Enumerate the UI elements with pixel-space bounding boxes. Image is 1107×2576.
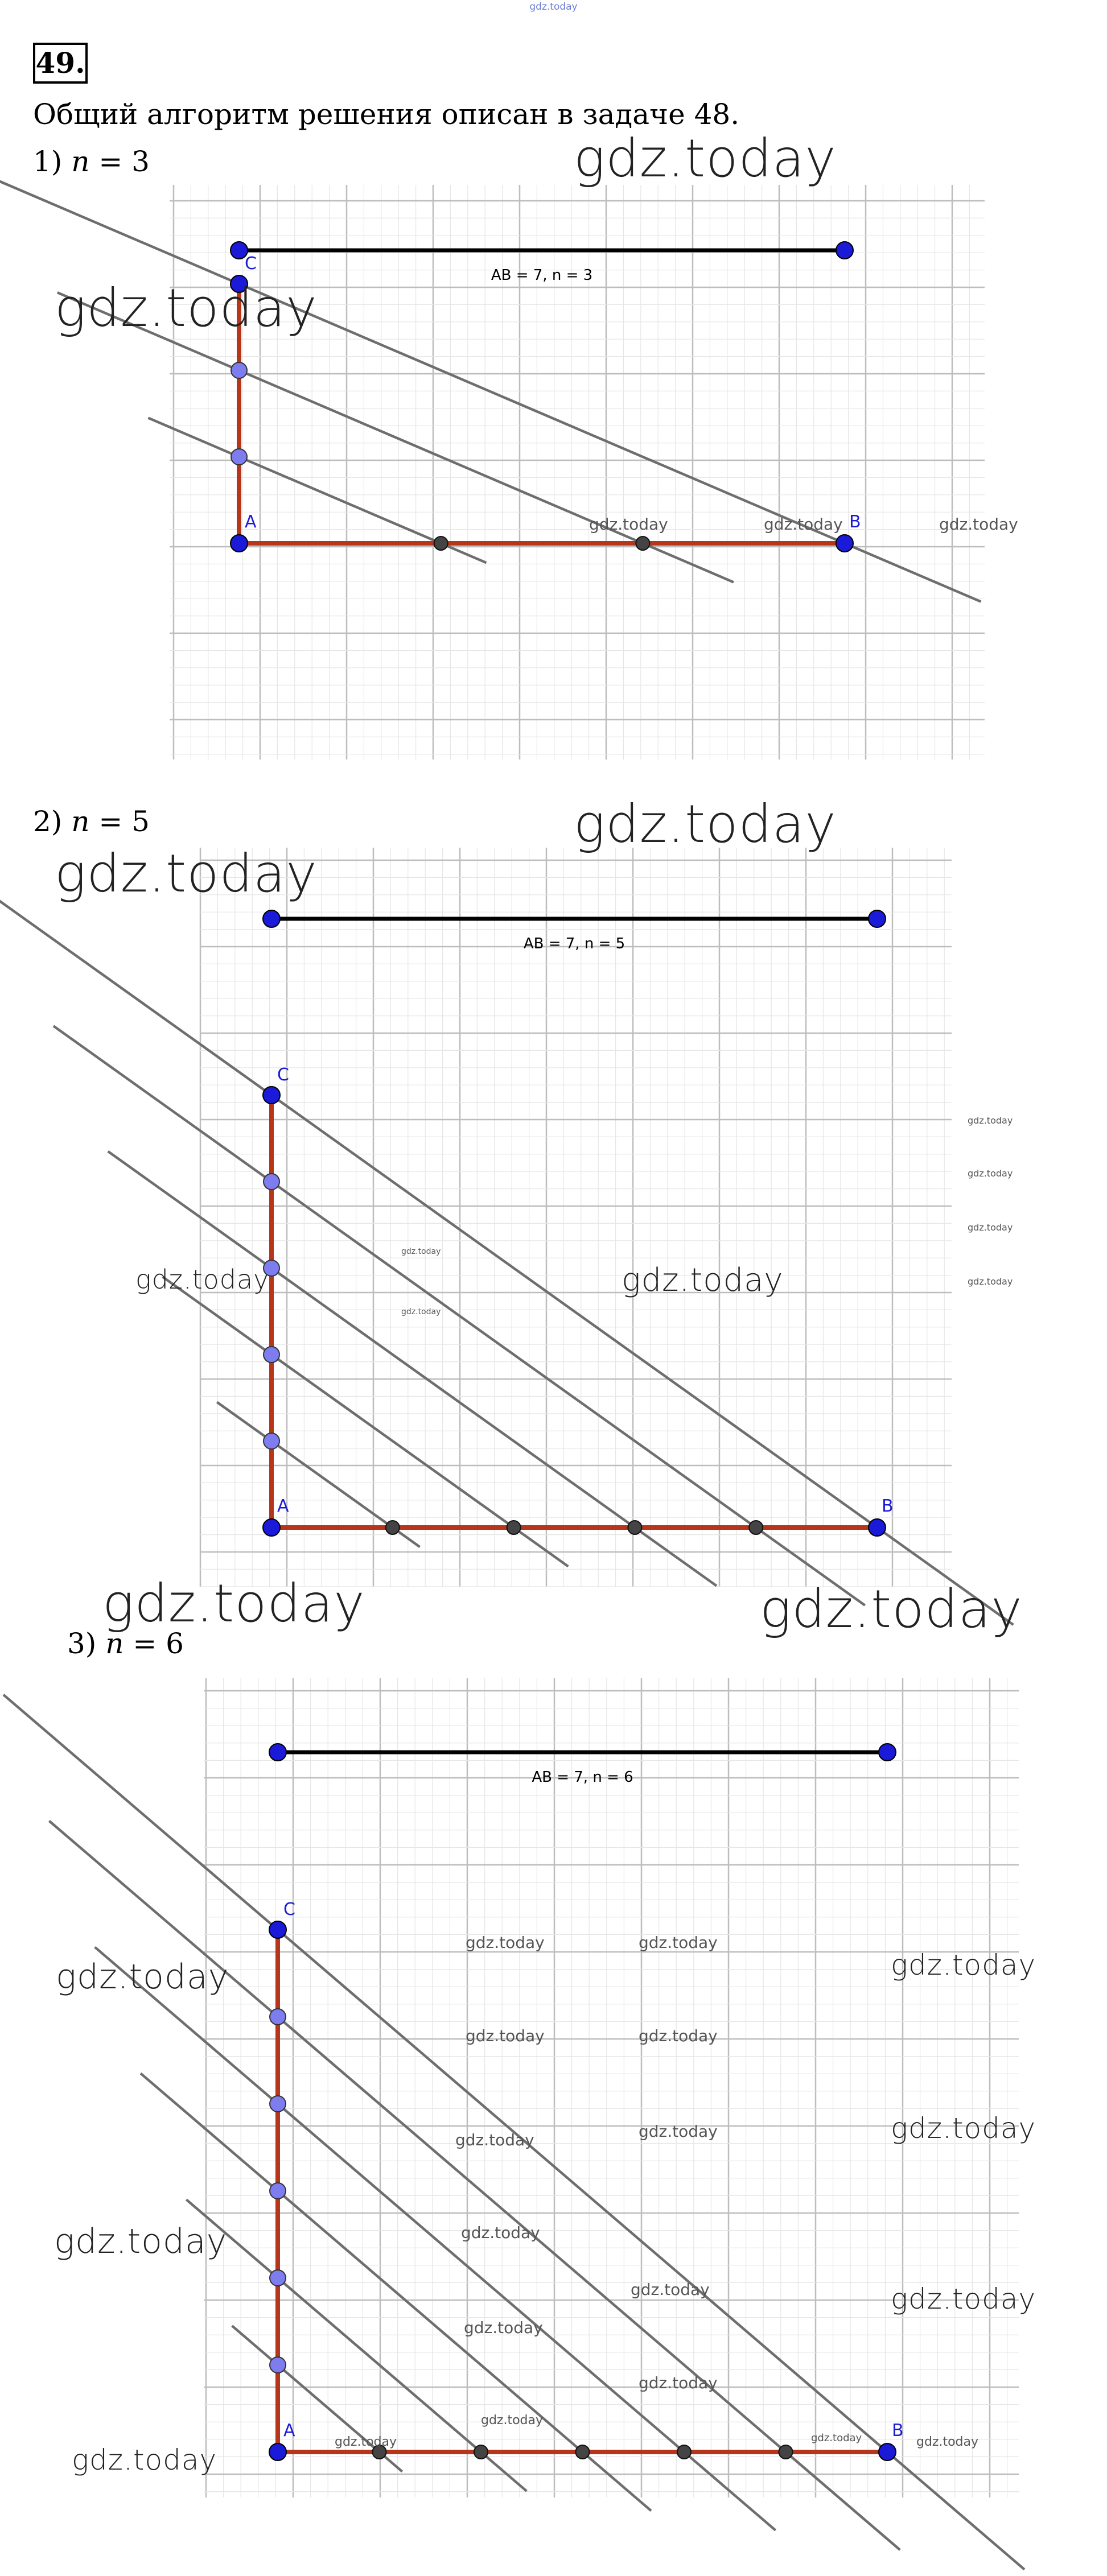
parallel-line — [0, 167, 981, 602]
problem-number: 49. — [33, 43, 88, 84]
label-c: C — [283, 1900, 295, 1919]
watermark: gdz.today — [55, 843, 318, 904]
point-on-ab — [628, 1521, 641, 1534]
point-on-ac — [231, 362, 247, 378]
figure-n5 — [200, 848, 952, 1587]
reference-point-right — [836, 242, 853, 259]
watermark: gdz.today — [102, 1573, 365, 1634]
reference-point-right — [869, 910, 886, 927]
point-a — [269, 2443, 286, 2461]
label-a: A — [277, 1496, 289, 1516]
watermark: gdz.today — [574, 794, 837, 854]
watermark: gdz.today — [55, 278, 318, 338]
watermark: gdz.today — [968, 1115, 1013, 1126]
label-b: B — [882, 1496, 894, 1516]
point-on-ab — [507, 1521, 521, 1534]
point-on-ac — [270, 2009, 286, 2025]
point-a — [263, 1519, 280, 1536]
watermark: gdz.today — [891, 2112, 1036, 2145]
figure-n3 — [170, 185, 985, 759]
watermark: gdz.today — [760, 1579, 1023, 1640]
point-on-ac — [231, 449, 247, 465]
parallel-line — [0, 901, 1013, 1625]
part-2-label: 2) n = 5 — [33, 805, 150, 838]
point-on-ab — [474, 2445, 488, 2459]
problem-intro: Общий алгоритм решения описан в задаче 48. — [33, 98, 740, 131]
watermark: gdz.today — [764, 515, 843, 534]
point-b — [836, 535, 853, 552]
watermark: gdz.today — [968, 1168, 1013, 1179]
watermark: gdz.today — [464, 2318, 543, 2337]
reference-point-right — [879, 1744, 896, 1761]
label-a: A — [245, 512, 257, 532]
reference-point-left — [263, 910, 280, 927]
point-on-ab — [749, 1521, 763, 1534]
point-a — [231, 535, 248, 552]
watermark: gdz.today — [968, 1276, 1013, 1287]
watermark: gdz.today — [639, 2122, 718, 2141]
point-on-ab — [636, 536, 649, 550]
watermark: gdz.today — [481, 2413, 544, 2428]
figure-caption: AB = 7, n = 6 — [532, 1769, 633, 1786]
figure-caption: AB = 7, n = 5 — [523, 935, 625, 952]
watermark: gdz.today — [916, 2435, 979, 2449]
point-on-ac — [264, 1433, 279, 1449]
point-c — [263, 1087, 280, 1104]
watermark: gdz.today — [56, 1957, 229, 1997]
watermark: gdz.today — [631, 2280, 710, 2299]
point-on-ac — [270, 2183, 286, 2199]
parallel-line — [108, 1151, 717, 1586]
watermark: gdz.today — [968, 1222, 1013, 1233]
part-3-label: 3) n = 6 — [67, 1627, 184, 1660]
point-on-ac — [270, 2357, 286, 2373]
figure-caption: AB = 7, n = 3 — [491, 267, 593, 284]
label-a: A — [283, 2421, 295, 2441]
label-b: B — [849, 512, 861, 532]
reference-point-left — [269, 1744, 286, 1761]
label-b: B — [892, 2421, 904, 2441]
watermark: gdz.today — [335, 2435, 397, 2449]
watermark: gdz.today — [401, 1247, 441, 1256]
watermark: gdz.today — [939, 515, 1018, 534]
watermark: gdz.today — [461, 2223, 540, 2242]
watermark: gdz.today — [891, 1948, 1036, 1981]
point-on-ab — [677, 2445, 691, 2459]
watermark: gdz.today — [811, 2432, 862, 2444]
watermark: gdz.today — [455, 2131, 534, 2149]
watermark: gdz.today — [639, 2026, 718, 2045]
point-on-ac — [270, 2270, 286, 2286]
point-b — [879, 2443, 896, 2461]
point-on-ab — [386, 1521, 400, 1534]
watermark: gdz.today — [622, 1262, 784, 1299]
watermark: gdz.today — [639, 1933, 718, 1952]
part-1-label: 1) n = 3 — [33, 145, 150, 178]
label-c: C — [277, 1065, 289, 1085]
watermark: gdz.today — [574, 128, 837, 189]
point-on-ab — [779, 2445, 793, 2459]
parallel-line — [162, 1277, 568, 1566]
figure-n6 — [204, 1678, 1019, 2497]
point-b — [869, 1519, 886, 1536]
watermark: gdz.today — [72, 2443, 217, 2476]
watermark: gdz.today — [135, 1264, 270, 1295]
watermark: gdz.today — [891, 2282, 1036, 2315]
label-c: C — [245, 254, 257, 274]
watermark: gdz.today — [466, 2026, 545, 2045]
site-header-watermark: gdz.today — [529, 1, 578, 13]
watermark: gdz.today — [401, 1307, 441, 1316]
watermark: gdz.today — [466, 1933, 545, 1952]
parallel-line — [49, 1821, 900, 2550]
point-on-ab — [576, 2445, 590, 2459]
watermark: gdz.today — [54, 2222, 228, 2261]
point-on-ac — [270, 2096, 286, 2112]
point-c — [269, 1921, 286, 1938]
point-on-ac — [264, 1174, 279, 1190]
watermark: gdz.today — [589, 515, 668, 534]
point-on-ac — [264, 1347, 279, 1363]
watermark: gdz.today — [639, 2373, 718, 2392]
point-on-ab — [434, 536, 448, 550]
